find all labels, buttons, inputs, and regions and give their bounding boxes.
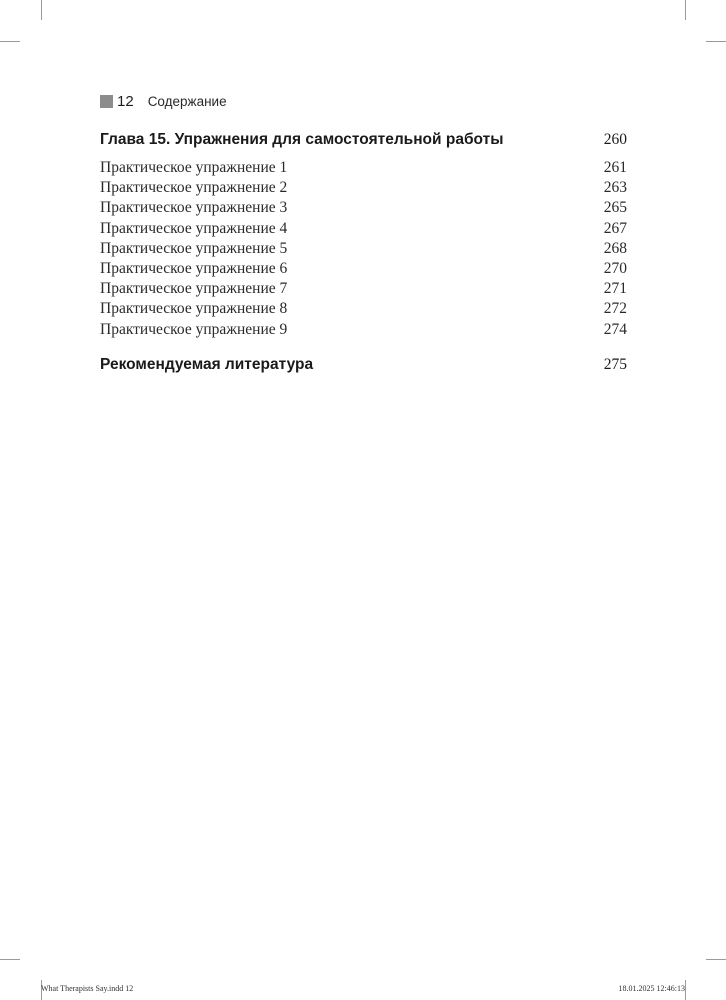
entry-title: Практическое упражнение 5 [100,239,288,257]
square-marker-icon [100,95,113,108]
toc-entries [100,159,627,341]
crop-mark [0,41,20,42]
crop-mark [0,959,20,960]
bibliography-page: 275 [603,355,627,373]
page-number: 12 [117,92,134,110]
crop-mark [706,41,726,42]
crop-mark [685,980,686,1000]
crop-mark [685,0,686,20]
entry-page: 271 [603,280,627,298]
entry-page: 261 [603,159,627,176]
entry-page: 272 [603,300,627,318]
toc-entry [100,199,627,219]
entry-title: Практическое упражнение 7 [100,280,288,298]
toc-entry [100,280,627,300]
entry-title: Практическое упражнение 6 [100,259,288,277]
section-name: Содержание [147,93,227,109]
toc-entry [100,300,627,320]
bibliography-title: Рекомендуемая литература [100,355,314,373]
entry-title: Практическое упражнение 4 [100,219,288,237]
chapter-heading [100,131,627,153]
running-head [100,91,227,111]
entry-page: 267 [603,219,627,237]
toc-entry [100,240,627,260]
slug-file: What Therapists Say.indd 12 [41,984,134,993]
entry-page: 263 [603,179,627,197]
entry-page: 270 [603,259,627,277]
toc-entry [100,321,627,341]
crop-mark [41,0,42,20]
slug-datetime: 18.01.2025 12:46:13 [618,984,685,993]
entry-title: Практическое упражнение 8 [100,300,288,318]
entry-title: Практическое упражнение 1 [100,159,288,176]
toc-entry [100,159,627,179]
chapter-title: Глава 15. Упражнения для самостоятельной работы [100,131,504,148]
crop-mark [706,959,726,960]
entry-page: 268 [603,239,627,257]
chapter-page: 260 [603,131,627,148]
entry-title: Практическое упражнение 3 [100,199,288,217]
toc-entry [100,260,627,280]
toc-entry [100,220,627,240]
entry-title: Практическое упражнение 9 [100,320,288,338]
entry-page: 274 [603,320,627,338]
entry-title: Практическое упражнение 2 [100,179,288,197]
entry-page: 265 [603,199,627,217]
toc-entry [100,179,627,199]
table-of-contents [100,131,627,378]
bibliography-heading [100,356,627,378]
